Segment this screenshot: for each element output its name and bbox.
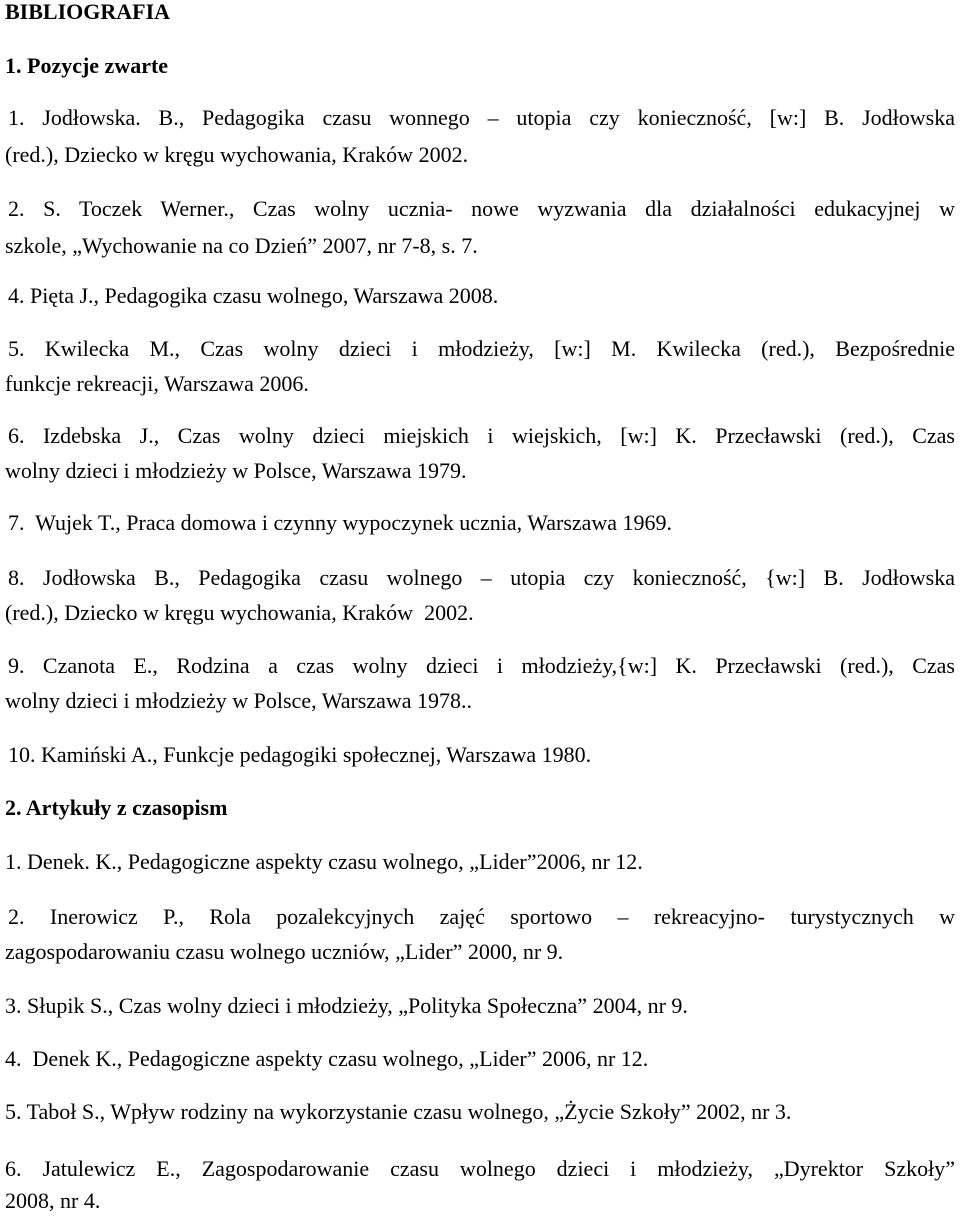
article-entry-4: 4. Denek K., Pedagogiczne aspekty czasu wolnego, „Lider” 2006, nr 12. [5, 1046, 649, 1071]
bib-entry-4-line-2: funkcje rekreacji, Warszawa 2006. [5, 371, 309, 396]
bib-entry-2-line-1: 2. S. Toczek Werner., Czas wolny ucznia- nowe wyzwania dla działalności edukacyjnej w [8, 196, 955, 221]
bib-entry-9: 10. Kamiński A., Funkcje pedagogiki społecznej, Warszawa 1980. [8, 742, 592, 767]
article-entry-5: 5. Taboł S., Wpływ rodziny na wykorzystanie czasu wolnego, „Życie Szkoły” 2002, nr 3. [5, 1099, 792, 1124]
bib-entry-7-line-2: (red.), Dziecko w kręgu wychowania, Kraków 2002. [5, 600, 474, 625]
bib-entry-6: 7. Wujek T., Praca domowa i czynny wypoczynek ucznia, Warszawa 1969. [8, 510, 673, 535]
section-heading-articles: 2. Artykuły z czasopism [5, 795, 228, 820]
bib-entry-2-line-2: szkole, „Wychowanie na co Dzień” 2007, nr 7-8, s. 7. [5, 233, 478, 258]
section-heading-books: 1. Pozycje zwarte [5, 53, 169, 78]
article-entry-1: 1. Denek. K., Pedagogiczne aspekty czasu wolnego, „Lider”2006, nr 12. [5, 849, 643, 874]
article-entry-2-line-1: 2. Inerowicz P., Rola pozalekcyjnych zajęć sportowo – rekreacyjno- turystycznych w [8, 904, 955, 929]
article-entry-2-line-2: zagospodarowaniu czasu wolnego uczniów, „Lider” 2000, nr 9. [5, 939, 564, 964]
page-title: BIBLIOGRAFIA [5, 0, 171, 24]
bib-entry-1-line-2: (red.), Dziecko w kręgu wychowania, Kraków 2002. [5, 142, 469, 167]
bib-entry-1-line-1: 1. Jodłowska. B., Pedagogika czasu wonnego – utopia czy konieczność, [w:] B. Jodłowska [8, 105, 955, 130]
article-entry-3: 3. Słupik S., Czas wolny dzieci i młodzieży, „Polityka Społeczna” 2004, nr 9. [5, 993, 688, 1018]
bib-entry-8-line-1: 9. Czanota E., Rodzina a czas wolny dzieci i młodzieży,{w:] K. Przecławski (red.), Czas [8, 653, 955, 678]
article-entry-6-line-1: 6. Jatulewicz E., Zagospodarowanie czasu wolnego dzieci i młodzieży, „Dyrektor Szkoły” [5, 1156, 955, 1181]
bib-entry-8-line-2: wolny dzieci i młodzieży w Polsce, Warszawa 1978.. [5, 688, 473, 713]
bib-entry-5-line-1: 6. Izdebska J., Czas wolny dzieci miejskich i wiejskich, [w:] K. Przecławski (red.), Czas [8, 423, 955, 448]
bib-entry-5-line-2: wolny dzieci i młodzieży w Polsce, Warszawa 1979. [5, 458, 467, 483]
article-entry-6-line-2: 2008, nr 4. [5, 1188, 101, 1213]
bib-entry-7-line-1: 8. Jodłowska B., Pedagogika czasu wolnego – utopia czy konieczność, {w:] B. Jodłowska [8, 565, 955, 590]
bib-entry-4-line-1: 5. Kwilecka M., Czas wolny dzieci i młodzieży, [w:] M. Kwilecka (red.), Bezpośrednie [8, 336, 955, 361]
bib-entry-3: 4. Pięta J., Pedagogika czasu wolnego, Warszawa 2008. [8, 283, 499, 308]
